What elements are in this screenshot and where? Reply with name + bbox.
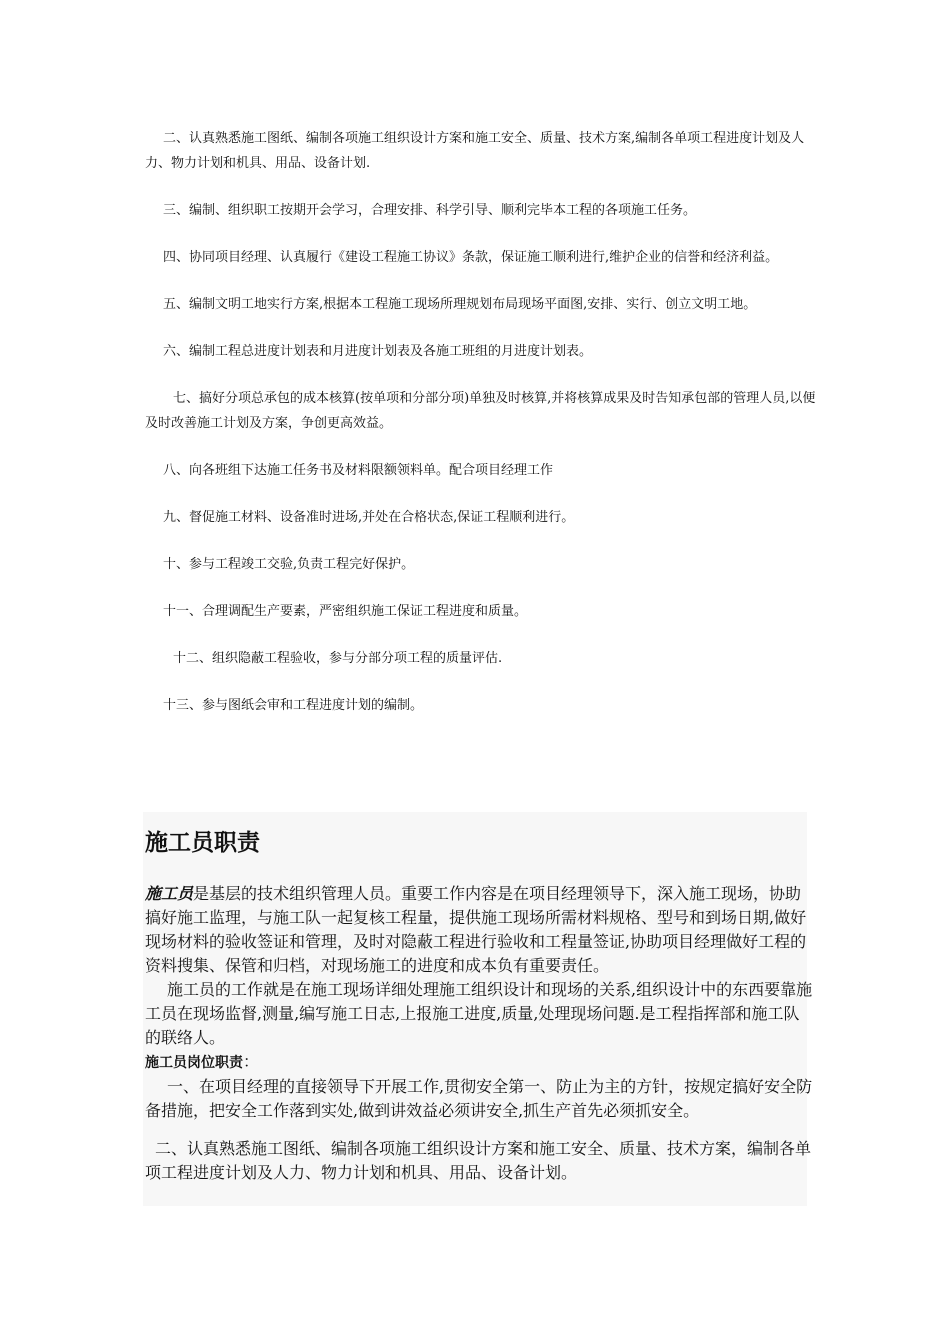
duty-item-2: 二、认真熟悉施工图纸、编制各项施工组织设计方案和施工安全、质量、技术方案，编制各单项工程进度计划及人力、物力计划和机具、用品、设备计划。 — [145, 1139, 812, 1182]
duty-list-top — [145, 126, 820, 718]
intro-paragraph — [145, 882, 813, 978]
duty-label: 施工员岗位职责 — [145, 1055, 243, 1071]
duty-item-top: 五、编制文明工地实行方案,根据本工程施工现场所理规划布局现场平面图,安排、实行、创立文明工地。 — [163, 297, 757, 312]
duty-item-top: 九、督促施工材料、设备准时进场,并处在合格状态,保证工程顺利进行。 — [163, 510, 575, 525]
duty-item-top: 十三、参与图纸会审和工程进度计划的编制。 — [163, 698, 424, 713]
duty-heading — [145, 1050, 813, 1075]
duty-colon: ： — [243, 1052, 260, 1071]
role-paragraph: 施工员的工作就是在施工现场详细处理施工组织设计和现场的关系,组织设计中的东西要靠施工员在现场监督,测量,编写施工日志,上报施工进度,质量,处理现场问题.是工程指挥部和施工队的联络人。 — [145, 980, 813, 1047]
duty-item-top: 四、协同项目经理、认真履行《建设工程施工协议》条款，保证施工顺利进行,维护企业的信誉和经济利益。 — [163, 250, 779, 265]
duty-item-top: 十、参与工程竣工交验,负责工程完好保护。 — [163, 557, 415, 572]
duty-item-top: 六、编制工程总进度计划表和月进度计划表及各施工班组的月进度计划表。 — [163, 344, 593, 359]
duty-item-top: 二、认真熟悉施工图纸、编制各项施工组织设计方案和施工安全、质量、技术方案,编制各单项工程进度计划及人力、物力计划和机具、用品、设备计划. — [145, 131, 805, 171]
section-body — [145, 882, 813, 1185]
duty-item-top: 十二、组织隐蔽工程验收，参与分部分项工程的质量评估. — [173, 651, 503, 666]
intro-term: 施工员 — [145, 884, 194, 903]
section-title: 施工员职责 — [145, 830, 260, 856]
duty-item-top: 十一、合理调配生产要素，严密组织施工保证工程进度和质量。 — [163, 604, 528, 619]
intro-text: 是基层的技术组织管理人员。重要工作内容是在项目经理领导下，深入施工现场，协助搞好施工监理，与施工队一起复核工程量，提供施工现场所需材料规格、型号和到场日期,做好现场材料的验收签证和管理，及时对隐蔽工程进行验收和工程量签证,协助项目经理做好工程的资料搜集、保管和归档，对现场施工的进度和成本负有重要责任。 — [145, 884, 807, 975]
duty-item-top: 三、编制、组织职工按期开会学习，合理安排、科学引导、顺利完毕本工程的各项施工任务。 — [163, 203, 697, 218]
construction-worker-section — [143, 812, 813, 1206]
duty-item-top: 七、搞好分项总承包的成本核算(按单项和分部分项)单独及时核算,并将核算成果及时告知承包部的管理人员,以便及时改善施工计划及方案，争创更高效益。 — [145, 391, 816, 431]
duty-item-1: 一、在项目经理的直接领导下开展工作,贯彻安全第一、防止为主的方针，按规定搞好安全防备措施，把安全工作落到实处,做到讲效益必须讲安全,抓生产首先必须抓安全。 — [145, 1077, 813, 1120]
duty-item-top: 八、向各班组下达施工任务书及材料限额领料单。配合项目经理工作 — [163, 463, 554, 478]
